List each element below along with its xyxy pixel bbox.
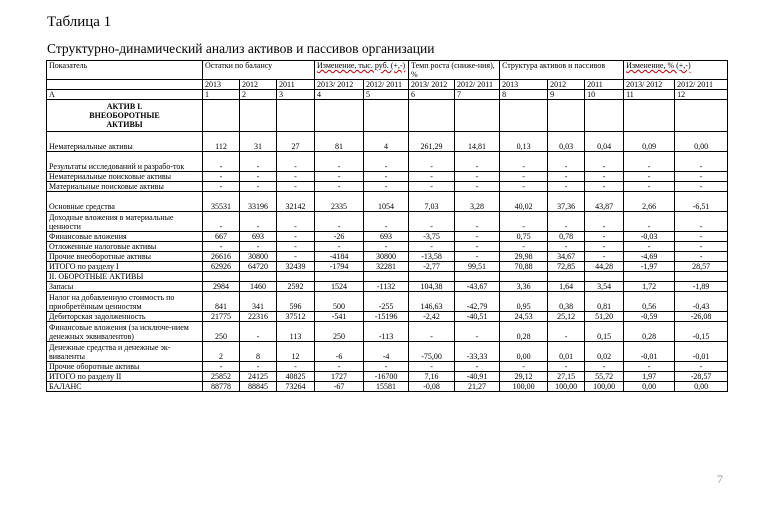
table-cell: 0,01 <box>548 342 585 362</box>
table-cell: 21,27 <box>455 382 500 392</box>
row-label: БАЛАНС <box>47 382 203 392</box>
table-cell: 146,63 <box>409 292 455 312</box>
table-cell: -6 <box>315 342 364 362</box>
table-cell: 32439 <box>277 262 315 272</box>
table-cell: -1,89 <box>675 282 728 292</box>
num-cell: 3 <box>277 90 315 100</box>
table-cell: 841 <box>203 292 240 312</box>
table-cell: 693 <box>240 232 277 242</box>
table-cell: - <box>364 172 409 182</box>
table-cell: -4 <box>364 342 409 362</box>
table-cell: 0,00 <box>500 342 548 362</box>
table-cell: 0,00 <box>624 382 675 392</box>
table-cell: 0,13 <box>500 132 548 152</box>
table-cell: - <box>548 212 585 232</box>
table-cell: - <box>203 362 240 372</box>
section-row <box>47 272 728 282</box>
table-cell: -113 <box>364 322 409 342</box>
table-cell: - <box>315 182 364 192</box>
table-cell: 0,03 <box>548 132 585 152</box>
table-cell: - <box>277 362 315 372</box>
table-cell: -13,58 <box>409 252 455 262</box>
table-cell: -3,75 <box>409 232 455 242</box>
table-cell: - <box>675 242 728 252</box>
table-cell: - <box>409 212 455 232</box>
table-cell: - <box>500 182 548 192</box>
header-balance: Остатки по балансу <box>203 61 315 80</box>
table-row <box>47 292 728 312</box>
table-row <box>47 282 728 292</box>
table-cell: -43,67 <box>455 282 500 292</box>
row-label: Материальные поисковые активы <box>47 182 203 192</box>
table-cell: 0,00 <box>675 382 728 392</box>
table-cell: - <box>675 212 728 232</box>
table-cell: - <box>455 252 500 262</box>
table-cell: - <box>675 152 728 172</box>
table-cell: 250 <box>203 322 240 342</box>
table-cell: - <box>240 182 277 192</box>
row-label: Доходные вложения в материальные ценности <box>47 212 203 232</box>
table-cell: 21775 <box>203 312 240 322</box>
num-cell: 10 <box>585 90 624 100</box>
table-cell: 29,98 <box>500 252 548 262</box>
table-cell: 70,88 <box>500 262 548 272</box>
table-cell: - <box>624 152 675 172</box>
table-cell: 25852 <box>203 372 240 382</box>
table-cell: - <box>364 182 409 192</box>
table-cell: -42,79 <box>455 292 500 312</box>
table-cell: - <box>500 172 548 182</box>
table-cell: - <box>277 212 315 232</box>
table-cell: -15196 <box>364 312 409 322</box>
year-cell: 2013 <box>203 80 240 90</box>
table-row <box>47 172 728 182</box>
table-cell: 0,28 <box>624 322 675 342</box>
table-cell: 2984 <box>203 282 240 292</box>
table-cell: 27 <box>277 132 315 152</box>
table-cell: 44,28 <box>585 262 624 272</box>
table-cell: 250 <box>315 322 364 342</box>
table-cell: - <box>315 152 364 172</box>
table-cell: - <box>364 242 409 252</box>
year-cell: 2011 <box>585 80 624 90</box>
table-cell: 2335 <box>315 192 364 212</box>
row-label: Денежные средства и денежные эк-виваленты <box>47 342 203 362</box>
header-change-pct: Изменение, % (+,-) <box>624 61 728 80</box>
row-label: Дебиторская задолженность <box>47 312 203 322</box>
header-structure: Структура активов и пассивов <box>500 61 624 80</box>
table-cell: - <box>624 212 675 232</box>
row-label: Основные средства <box>47 192 203 212</box>
table-cell: - <box>455 362 500 372</box>
table-cell: 40825 <box>277 372 315 382</box>
table-cell: 37,36 <box>548 192 585 212</box>
table-row <box>47 372 728 382</box>
num-cell: 8 <box>500 90 548 100</box>
year-cell: 2013/ 2012 <box>624 80 675 90</box>
numbers-row <box>47 90 728 100</box>
table-cell: 0,56 <box>624 292 675 312</box>
table-cell: 72,85 <box>548 262 585 272</box>
table-cell: -0,59 <box>624 312 675 322</box>
table-cell: 0,09 <box>624 132 675 152</box>
table-cell: 12 <box>277 342 315 362</box>
table-cell: 261,29 <box>409 132 455 152</box>
table-cell: 40,02 <box>500 192 548 212</box>
table-row <box>47 312 728 322</box>
row-label: ИТОГО по разделу II <box>47 372 203 382</box>
row-label: Нематериальные поисковые активы <box>47 172 203 182</box>
table-cell: - <box>585 252 624 262</box>
table-cell: - <box>203 152 240 172</box>
table-cell: 0,28 <box>500 322 548 342</box>
table-cell: - <box>585 182 624 192</box>
table-cell: - <box>240 212 277 232</box>
table-cell: 14,81 <box>455 132 500 152</box>
table-cell: - <box>675 232 728 242</box>
table-cell: -75,00 <box>409 342 455 362</box>
table-cell: - <box>500 212 548 232</box>
table-cell: - <box>240 242 277 252</box>
table-cell: - <box>409 152 455 172</box>
table-cell: -4184 <box>315 252 364 262</box>
year-cell: 2013/ 2012 <box>409 80 455 90</box>
table-cell: 2 <box>203 342 240 362</box>
table-cell: 596 <box>277 292 315 312</box>
row-label: Прочие внеоборотные активы <box>47 252 203 262</box>
year-cell: 2012 <box>548 80 585 90</box>
table-cell: 100,00 <box>500 382 548 392</box>
table-cell: 0,75 <box>500 232 548 242</box>
table-cell: -26 <box>315 232 364 242</box>
table-cell: - <box>203 242 240 252</box>
table-cell: 25,12 <box>548 312 585 322</box>
table-cell: - <box>548 242 585 252</box>
table-cell: 0,04 <box>585 132 624 152</box>
num-cell: 11 <box>624 90 675 100</box>
table-cell: 24125 <box>240 372 277 382</box>
table-cell: -1132 <box>364 282 409 292</box>
table-cell: 4 <box>364 132 409 152</box>
table-cell: 30800 <box>240 252 277 262</box>
table-cell: 33196 <box>240 192 277 212</box>
table-cell: 1,72 <box>624 282 675 292</box>
table-cell: - <box>203 212 240 232</box>
table-cell: 100,00 <box>548 382 585 392</box>
table-cell: 0,15 <box>585 322 624 342</box>
table-cell: 667 <box>203 232 240 242</box>
table-cell: -2,77 <box>409 262 455 272</box>
table-cell: 24,53 <box>500 312 548 322</box>
table-cell: - <box>624 172 675 182</box>
num-cell: 9 <box>548 90 585 100</box>
row-label: Нематериальные активы <box>47 132 203 152</box>
table-row <box>47 242 728 252</box>
table-cell: - <box>500 152 548 172</box>
table-row <box>47 152 728 172</box>
row-label: Финансовые вложения <box>47 232 203 242</box>
table-cell: - <box>675 172 728 182</box>
table-cell: - <box>548 362 585 372</box>
table-row <box>47 192 728 212</box>
table-cell: -28,57 <box>675 372 728 382</box>
table-cell: 7,16 <box>409 372 455 382</box>
table-cell: 0,81 <box>585 292 624 312</box>
year-cell: 2012 <box>240 80 277 90</box>
header-change-abs: Изменение, тыс. руб. (+,-) <box>315 61 409 80</box>
table-cell: -4,69 <box>624 252 675 262</box>
years-empty <box>47 80 203 90</box>
table-cell: - <box>455 152 500 172</box>
table-cell: 2592 <box>277 282 315 292</box>
table-cell: 1054 <box>364 192 409 212</box>
row-label: Налог на добавленную стоимость по приобретённым ценностям <box>47 292 203 312</box>
page-number: 7 <box>717 472 723 486</box>
table-cell: - <box>585 362 624 372</box>
table-cell: 0,78 <box>548 232 585 242</box>
table-cell: 43,87 <box>585 192 624 212</box>
table-cell: -0,01 <box>675 342 728 362</box>
section-assets-title: АКТИВ I. ВНЕОБОРОТНЫЕ АКТИВЫ <box>47 100 203 132</box>
table-cell: 1524 <box>315 282 364 292</box>
table-row <box>47 262 728 272</box>
table-cell: 99,51 <box>455 262 500 272</box>
row-label: Запасы <box>47 282 203 292</box>
table-cell: 112 <box>203 132 240 152</box>
table-cell: 0,38 <box>548 292 585 312</box>
table-cell: - <box>240 172 277 182</box>
table-cell: -16700 <box>364 372 409 382</box>
table-cell: 62926 <box>203 262 240 272</box>
table-cell: 15581 <box>364 382 409 392</box>
table-title: Структурно-динамический анализ активов и пассивов организации <box>47 41 435 56</box>
table-cell: 32142 <box>277 192 315 212</box>
table-cell: 64720 <box>240 262 277 272</box>
table-row <box>47 182 728 192</box>
num-cell: 1 <box>203 90 240 100</box>
table-cell: -0,01 <box>624 342 675 362</box>
table-cell: - <box>500 362 548 372</box>
table-cell: -541 <box>315 312 364 322</box>
row-label: Финансовые вложения (за исключе-нием денежных эквивалентов) <box>47 322 203 342</box>
table-cell: - <box>548 172 585 182</box>
table-cell: - <box>675 362 728 372</box>
table-cell: - <box>624 242 675 252</box>
year-cell: 2013 <box>500 80 548 90</box>
table-cell: 73264 <box>277 382 315 392</box>
table-row <box>47 252 728 262</box>
table-cell: -0,08 <box>409 382 455 392</box>
table-cell: - <box>675 182 728 192</box>
table-cell: - <box>624 182 675 192</box>
num-cell: А <box>47 90 203 100</box>
table-cell: - <box>548 182 585 192</box>
table-cell: - <box>409 242 455 252</box>
table-cell: 1727 <box>315 372 364 382</box>
table-cell: - <box>315 172 364 182</box>
table-cell: 88845 <box>240 382 277 392</box>
table-cell: - <box>675 252 728 262</box>
table-cell: 28,57 <box>675 262 728 272</box>
table-cell: 0,95 <box>500 292 548 312</box>
num-cell: 4 <box>315 90 364 100</box>
table-cell: - <box>500 242 548 252</box>
table-cell: 693 <box>364 232 409 242</box>
row-label: ИТОГО по разделу I <box>47 262 203 272</box>
table-cell: - <box>277 232 315 242</box>
table-cell: 7,03 <box>409 192 455 212</box>
section-row <box>47 100 728 132</box>
table-cell: - <box>624 362 675 372</box>
table-cell: -40,91 <box>455 372 500 382</box>
table-cell: 51,20 <box>585 312 624 322</box>
table-cell: -67 <box>315 382 364 392</box>
table-row <box>47 132 728 152</box>
table-cell: -0,15 <box>675 322 728 342</box>
table-cell: 3,54 <box>585 282 624 292</box>
table-cell: - <box>455 172 500 182</box>
table-cell: 26616 <box>203 252 240 262</box>
table-cell: - <box>548 152 585 172</box>
table-cell: 0,00 <box>675 132 728 152</box>
table-cell: -2,42 <box>409 312 455 322</box>
table-cell: - <box>315 212 364 232</box>
table-cell: - <box>277 172 315 182</box>
table-cell: - <box>277 252 315 262</box>
table-row <box>47 212 728 232</box>
num-cell: 12 <box>675 90 728 100</box>
table-cell: - <box>277 242 315 252</box>
row-label: Прочие оборотные активы <box>47 362 203 372</box>
table-cell: 1,64 <box>548 282 585 292</box>
table-cell: -0,03 <box>624 232 675 242</box>
table-cell: - <box>455 322 500 342</box>
table-cell: - <box>364 212 409 232</box>
table-cell: - <box>240 152 277 172</box>
table-cell: 3,28 <box>455 192 500 212</box>
table-cell: - <box>585 152 624 172</box>
table-cell: 32281 <box>364 262 409 272</box>
row-label: Результаты исследований и разрабо-ток <box>47 152 203 172</box>
table-cell: 1460 <box>240 282 277 292</box>
table-cell: - <box>585 232 624 242</box>
table-cell: - <box>455 242 500 252</box>
table-cell: -26,08 <box>675 312 728 322</box>
table-cell: 0,02 <box>585 342 624 362</box>
num-cell: 2 <box>240 90 277 100</box>
table-cell: - <box>455 182 500 192</box>
table-cell: - <box>585 172 624 182</box>
table-cell: 27,15 <box>548 372 585 382</box>
table-cell: - <box>409 172 455 182</box>
table-cell: 37512 <box>277 312 315 322</box>
table-cell: - <box>315 362 364 372</box>
table-cell: 500 <box>315 292 364 312</box>
table-caption: Таблица 1 <box>47 14 112 30</box>
table-cell: 29,12 <box>500 372 548 382</box>
table-cell: - <box>277 182 315 192</box>
table-cell: -6,51 <box>675 192 728 212</box>
table-cell: - <box>409 182 455 192</box>
table-cell: 100,00 <box>585 382 624 392</box>
table-cell: 31 <box>240 132 277 152</box>
table-cell: -0,43 <box>675 292 728 312</box>
table-cell: 30800 <box>364 252 409 262</box>
table-cell: 81 <box>315 132 364 152</box>
table-cell: -1794 <box>315 262 364 272</box>
table-row <box>47 342 728 362</box>
table-cell: - <box>585 242 624 252</box>
table-cell: - <box>364 362 409 372</box>
year-cell: 2012/ 2011 <box>364 80 409 90</box>
table-cell: 341 <box>240 292 277 312</box>
table-cell: - <box>315 242 364 252</box>
table-row <box>47 382 728 392</box>
section-current-title: II. ОБОРОТНЫЕ АКТИВЫ <box>47 272 203 282</box>
analysis-table <box>46 60 728 392</box>
table-row <box>47 322 728 342</box>
num-cell: 7 <box>455 90 500 100</box>
table-cell: 113 <box>277 322 315 342</box>
year-cell: 2012/ 2011 <box>675 80 728 90</box>
table-cell: - <box>240 322 277 342</box>
table-cell: 104,38 <box>409 282 455 292</box>
row-label: Отложенные налоговые активы <box>47 242 203 252</box>
table-row <box>47 362 728 372</box>
header-indicator: Показатель <box>47 61 203 80</box>
table-cell: - <box>409 362 455 372</box>
header-growth: Темп роста (сниже-ния), % <box>409 61 500 80</box>
year-cell: 2011 <box>277 80 315 90</box>
table-row <box>47 232 728 242</box>
table-cell: 22316 <box>240 312 277 322</box>
years-row <box>47 80 728 90</box>
table-cell: - <box>203 172 240 182</box>
table-cell: -40,51 <box>455 312 500 322</box>
table-cell: - <box>585 212 624 232</box>
table-cell: -255 <box>364 292 409 312</box>
table-cell: -33,33 <box>455 342 500 362</box>
year-cell: 2013/ 2012 <box>315 80 364 90</box>
table-cell: - <box>548 322 585 342</box>
table-cell: 2,66 <box>624 192 675 212</box>
table-cell: - <box>203 182 240 192</box>
num-cell: 6 <box>409 90 455 100</box>
table-cell: -1,97 <box>624 262 675 272</box>
table-cell: 35531 <box>203 192 240 212</box>
table-cell: 55,72 <box>585 372 624 382</box>
year-cell: 2012/ 2011 <box>455 80 500 90</box>
table-cell: - <box>409 322 455 342</box>
table-cell: 3,36 <box>500 282 548 292</box>
table-cell: 8 <box>240 342 277 362</box>
table-cell: - <box>364 152 409 172</box>
table-cell: 1,97 <box>624 372 675 382</box>
table-cell: - <box>455 232 500 242</box>
table-cell: - <box>277 152 315 172</box>
table-cell: - <box>455 212 500 232</box>
table-cell: 88778 <box>203 382 240 392</box>
num-cell: 5 <box>364 90 409 100</box>
table-cell: - <box>240 362 277 372</box>
header-row <box>47 61 728 80</box>
table-cell: 34,67 <box>548 252 585 262</box>
